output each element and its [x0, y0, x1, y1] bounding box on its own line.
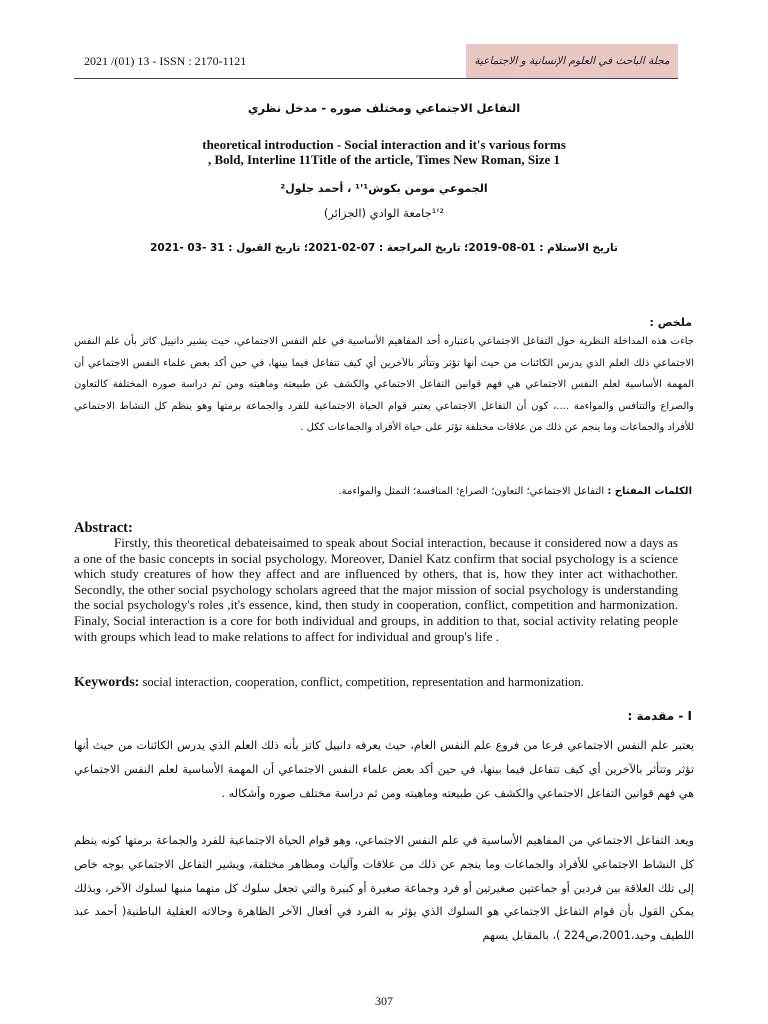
affiliation: ²'¹جامعة الوادي (الجزائر) — [323, 206, 445, 220]
abstract-ar-heading: ملخص : — [649, 316, 692, 329]
article-title-arabic: التفاعل الاجتماعي ومختلف صوره - مدخل نظري — [247, 101, 521, 115]
journal-name: مجلة الباحث في العلوم الإنسانية و الاجتماعية — [474, 55, 670, 67]
article-title-english-line1: theoretical introduction - Social interaction and it's various forms — [202, 137, 566, 152]
authors: الجموعي مومن بكوش¹'¹ ، أحمد جلول² — [280, 182, 488, 195]
submission-dates: تاريخ الاستلام : 01-08-2019؛ تاريخ المراجعة : 07-02-2021؛ تاريخ القبول : 31 -03 -2021 — [150, 242, 618, 254]
keywords-en — [74, 675, 584, 691]
keywords-ar — [338, 486, 692, 497]
page-header — [74, 44, 678, 79]
intro-heading: I - مقدمة : — [627, 709, 692, 723]
page-number: 307 — [375, 994, 393, 1008]
keywords-ar-text: التفاعل الاجتماعي؛ التعاون؛ الصراع؛ المنافسة؛ التمثل والمواءمة. — [338, 486, 605, 497]
keywords-en-label: Keywords: — [74, 675, 140, 690]
issn-line: 2021 /(01) 13 - ISSN : 2170-1121 — [84, 54, 247, 68]
article-title-english-line2: , Bold, Interline 11Title of the article, Times New Roman, Size 1 — [207, 152, 561, 167]
intro-paragraph-2: ويعد التفاعل الاجتماعي من المفاهيم الأساسية في علم النفس الاجتماعي، وهو قوام الحياة الاجتماعية للفرد والجماعة برمتها كونه ينظم كل النشاط الاجتماعي للأفراد والجماعات وما ينجم عن ذلك من علاقات وآليات ومظاهر مختلفة، ويشير التفاعل الاجتماعي بوجه خاص إلى تلك العلاقة بين فردين أو جماعتين صغيرتين أو فرد وجماعة صغيرة أو كبيرة والتي تجعل سلوك كل منهما منبها لسلوك الآخر، وبذلك يمكن القول بأن قوام التفاعل الاجتماعي هو السلوك الذي يؤثر به الفرد في أفعال الآخر الظاهرة وحالاته العقلية الباطنية( أحمد عبد اللطيف وحيد،2001،ص224 )، بالمقابل يسهم — [74, 834, 694, 943]
abstract-ar-text: جاءت هذه المداخلة النظرية حول التفاعل الاجتماعي باعتباره أحد المفاهيم الأساسية في علم النفس الاجتماعي، حيث يشير دانييل كاتز بأن علم النفس الاجتماعي ذلك العلم الذي يدرس الكائنات من حيث أنها تؤثر وتتأثر بالآخرين أي كيف تتفاعل فيما بينها، في حين أكد بعض علماء النفس الاجتماعي أن المهمة الأساسية لعلم النفس الاجتماعي هي فهم قوانين التفاعل الاجتماعي والكشف عن طبيعته وماهيته ومن ثم دراسة صوره المختلفة كالتعاون والصراع والتنافس والمواءمة ....، كون أن التفاعل الاجتماعي يعتبر قوام الحياة الاجتماعية للفرد والجماعة برمتها وهو ينظم كل النشاط الاجتماعي للأفراد والجماعات وما ينجم عن ذلك من علاقات مختلفة تؤثر على حياة الأفراد والجماعات ككل . — [74, 336, 694, 433]
abstract-en-heading: Abstract: — [74, 520, 133, 536]
journal-name-box — [466, 44, 678, 78]
intro-paragraph-1: يعتبر علم النفس الاجتماعي فرعا من فروع علم النفس العام، حيث يعرفه دانييل كاتز بأنه ذلك العلم الذي يدرس الكائنات من حيث أنها تؤثر وتتأثر بالآخرين أي كيف تتفاعل فيما بينها، في حين أكد بعض علماء النفس الاجتماعي أن المهمة الأساسية لعلم النفس الاجتماعي هي فهم قوانين التفاعل الاجتماعي والكشف عن طبيعته وماهيته ومن ثم دراسة مختلف صوره وأشكاله . — [74, 739, 694, 800]
article-title-english — [74, 137, 694, 167]
abstract-en-text — [74, 535, 678, 644]
keywords-ar-label: الكلمات المفتاح : — [607, 486, 692, 497]
abstract-en-body: Firstly, this theoretical debateisaimed to speak about Social interaction, because it considered now a days as a one of the basic concepts in social psychology. Moreover, Daniel Katz confirm that social psychology is a science which study creatures of how they affect and are influenced by others, that is, how they inter act withachother. Secondly, the other social psychology scholars agreed that the major mission of social psychology is understanding the social psychology's roles ,it's essence, kind, then study in cooperation, conflict, competition and harmonization. Finaly, Social interaction is a core for both individual and groups, in addition to that, social activity relating people with groups which lead to make relations to affect for individual and group's life . — [74, 535, 678, 644]
keywords-en-text: social interaction, cooperation, conflict, competition, representation and harmonization. — [142, 675, 584, 689]
